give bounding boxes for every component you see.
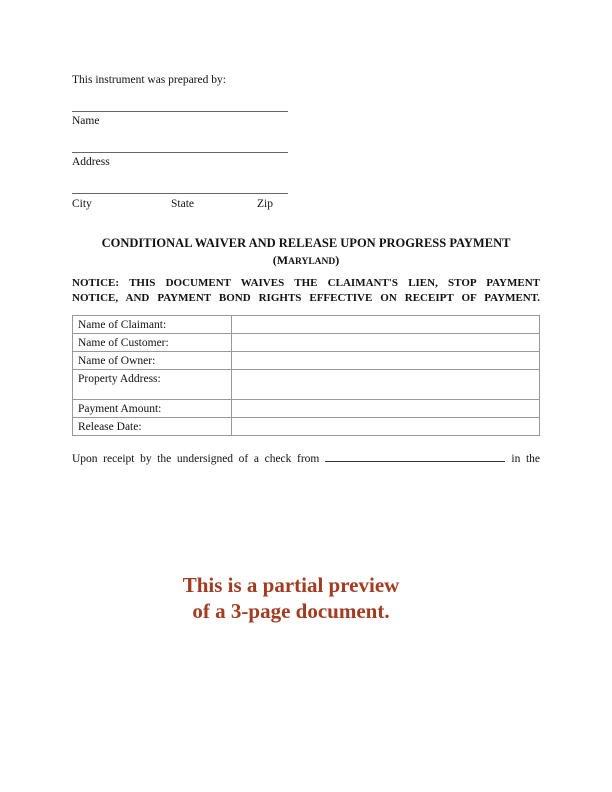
city-label: City: [72, 198, 92, 210]
table-row: [73, 418, 540, 436]
payment-amount-label: Payment Amount:: [73, 400, 232, 418]
owner-label: Name of Owner:: [73, 352, 232, 370]
address-label: Address: [72, 156, 110, 168]
document-title: CONDITIONAL WAIVER AND RELEASE UPON PROGRESS PAYMENT: [101, 236, 511, 250]
notice-line-2: NOTICE, AND PAYMENT BOND RIGHTS EFFECTIVE ON RECEIPT OF PAYMENT.: [72, 292, 540, 304]
receipt-paragraph: [72, 451, 540, 465]
claim-info-table: [72, 315, 540, 436]
owner-value[interactable]: [232, 352, 540, 370]
table-row: [73, 352, 540, 370]
claimant-value[interactable]: [232, 316, 540, 334]
property-address-value[interactable]: [232, 370, 540, 400]
release-date-value[interactable]: [232, 418, 540, 436]
preview-notice-line-2: of a 3-page document.: [192, 599, 390, 623]
preview-notice-line-1: This is a partial preview: [182, 573, 400, 597]
payment-amount-value[interactable]: [232, 400, 540, 418]
receipt-text-end: in the: [511, 453, 541, 465]
customer-label: Name of Customer:: [73, 334, 232, 352]
table-row: [73, 316, 540, 334]
release-date-label: Release Date:: [73, 418, 232, 436]
zip-label: Zip: [257, 198, 273, 210]
table-row: [73, 400, 540, 418]
notice-line-1: NOTICE: THIS DOCUMENT WAIVES THE CLAIMANT'S LIEN, STOP PAYMENT: [72, 277, 540, 289]
name-line: [72, 111, 288, 112]
document-state: (MARYLAND): [272, 253, 340, 267]
name-label: Name: [72, 115, 100, 127]
check-from-blank[interactable]: [325, 451, 505, 462]
state-label: State: [171, 198, 194, 210]
receipt-text-start: Upon receipt by the undersigned of a check from: [72, 453, 320, 465]
table-row: [73, 334, 540, 352]
address-line: [72, 152, 288, 153]
prepared-by-heading: This instrument was prepared by:: [72, 74, 226, 86]
city-state-zip-line: [72, 193, 288, 194]
table-row: [73, 370, 540, 400]
claimant-label: Name of Claimant:: [73, 316, 232, 334]
customer-value[interactable]: [232, 334, 540, 352]
property-address-label: Property Address:: [73, 370, 232, 400]
